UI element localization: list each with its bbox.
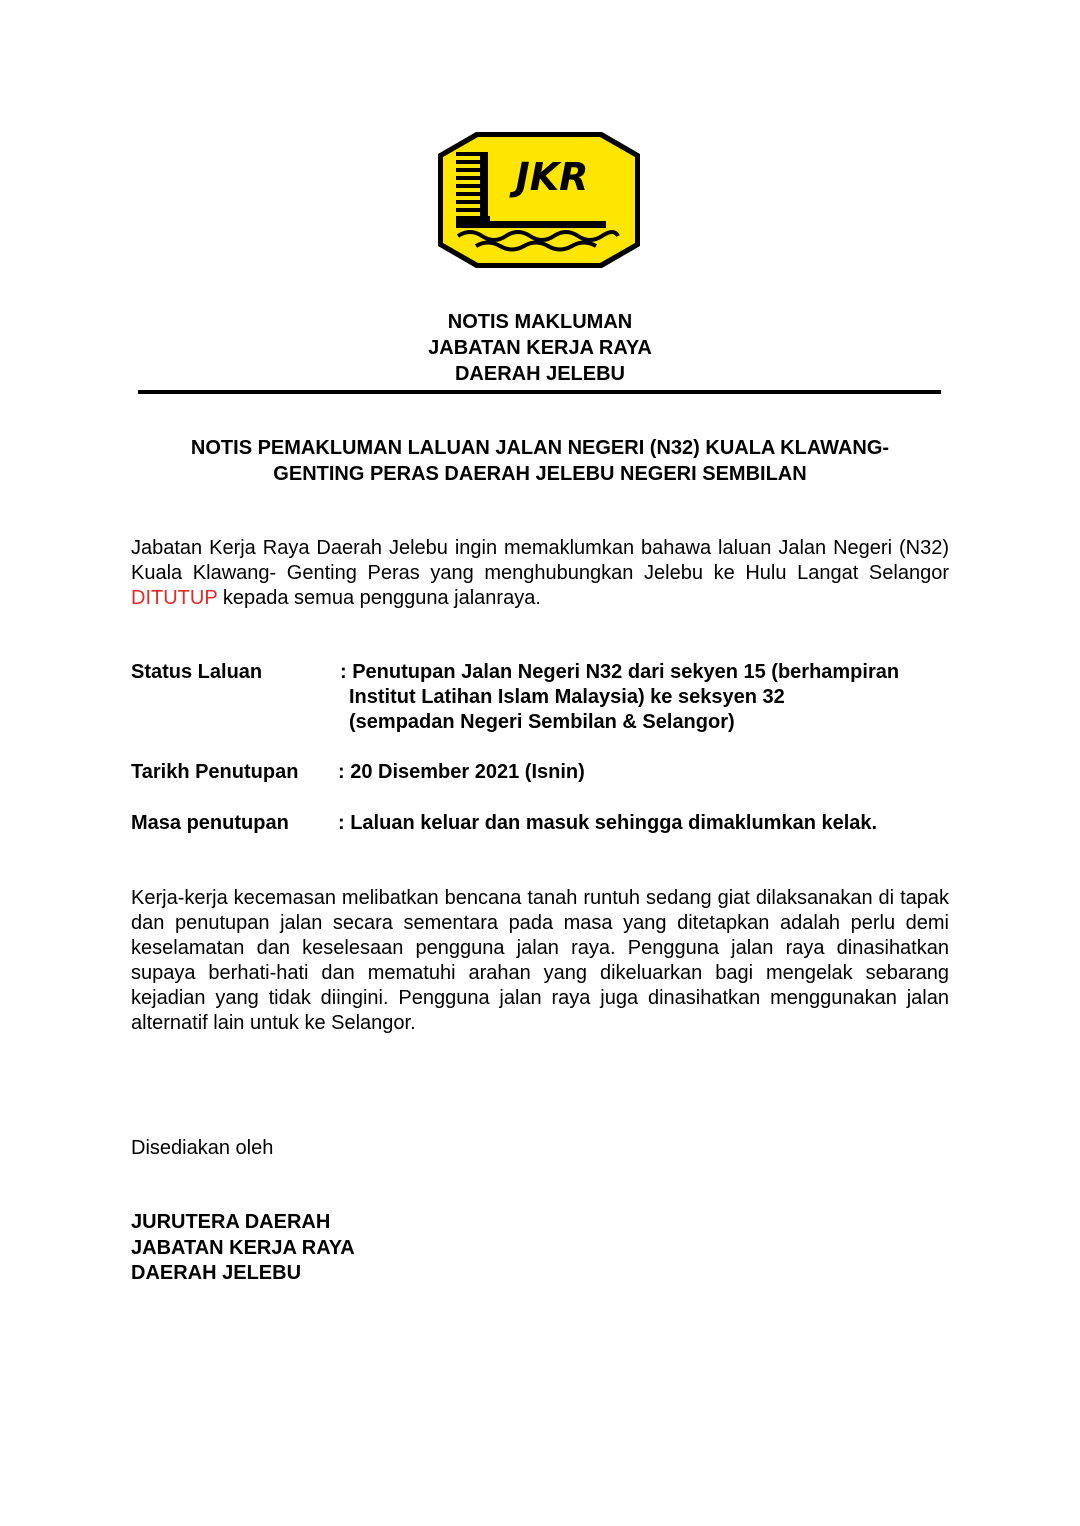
- header-department: JABATAN KERJA RAYA: [428, 337, 652, 359]
- status-value-line-1: : Penutupan Jalan Negeri N32 dari sekyen 15 (berhampiran: [340, 661, 900, 683]
- status-value-line-3: (sempadan Negeri Sembilan & Selangor): [349, 711, 735, 733]
- header-divider: [138, 390, 941, 394]
- time-label: Masa penutupan: [131, 812, 289, 834]
- intro-paragraph: [131, 536, 949, 611]
- intro-text-after: kepada semua pengguna jalanraya.: [217, 587, 541, 609]
- logo-text: JKR: [515, 155, 589, 199]
- status-value-line-2: Institut Latihan Islam Malaysia) ke seksyen 32: [349, 686, 785, 708]
- intro-text-before: Jabatan Kerja Raya Daerah Jelebu ingin memaklumkan bahawa laluan Jalan Negeri (N32) Kuala Klawang- Genting Peras yang menghubungkan Jelebu ke Hulu Langat Selangor: [131, 537, 949, 584]
- header-district: DAERAH JELEBU: [454, 363, 626, 385]
- jkr-logo: [436, 130, 642, 270]
- header-title: NOTIS MAKLUMAN: [447, 311, 633, 333]
- subject-line-2: GENTING PERAS DAERAH JELEBU NEGERI SEMBILAN: [273, 463, 807, 485]
- signoff-district: DAERAH JELEBU: [131, 1262, 302, 1284]
- date-label: Tarikh Penutupan: [131, 761, 299, 783]
- date-value: : 20 Disember 2021 (Isnin): [338, 761, 585, 783]
- signoff-title: JURUTERA DAERAH: [131, 1211, 331, 1233]
- prepared-by: Disediakan oleh: [131, 1137, 274, 1159]
- signoff-department: JABATAN KERJA RAYA: [131, 1237, 355, 1259]
- body-paragraph: Kerja-kerja kecemasan melibatkan bencana tanah runtuh sedang giat dilaksanakan di tapak dan penutupan jalan secara sementara pada masa yang ditetapkan adalah perlu demi keselamatan dan keselesaan pengguna jalan raya. Pengguna jalan raya dinasihatkan supaya berhati-hati dan mematuhi arahan yang dikeluarkan bagi mengelak sebarang kejadian yang tidak diingini. Pengguna jalan raya juga dinasihatkan menggunakan jalan alternatif lain untuk ke Selangor.: [131, 887, 949, 1034]
- subject-line-1: NOTIS PEMAKLUMAN LALUAN JALAN NEGERI (N32) KUALA KLAWANG-: [190, 437, 890, 459]
- closed-highlight: DITUTUP: [131, 587, 218, 609]
- time-value: : Laluan keluar dan masuk sehingga dimaklumkan kelak.: [338, 812, 878, 834]
- status-label: Status Laluan: [131, 661, 263, 683]
